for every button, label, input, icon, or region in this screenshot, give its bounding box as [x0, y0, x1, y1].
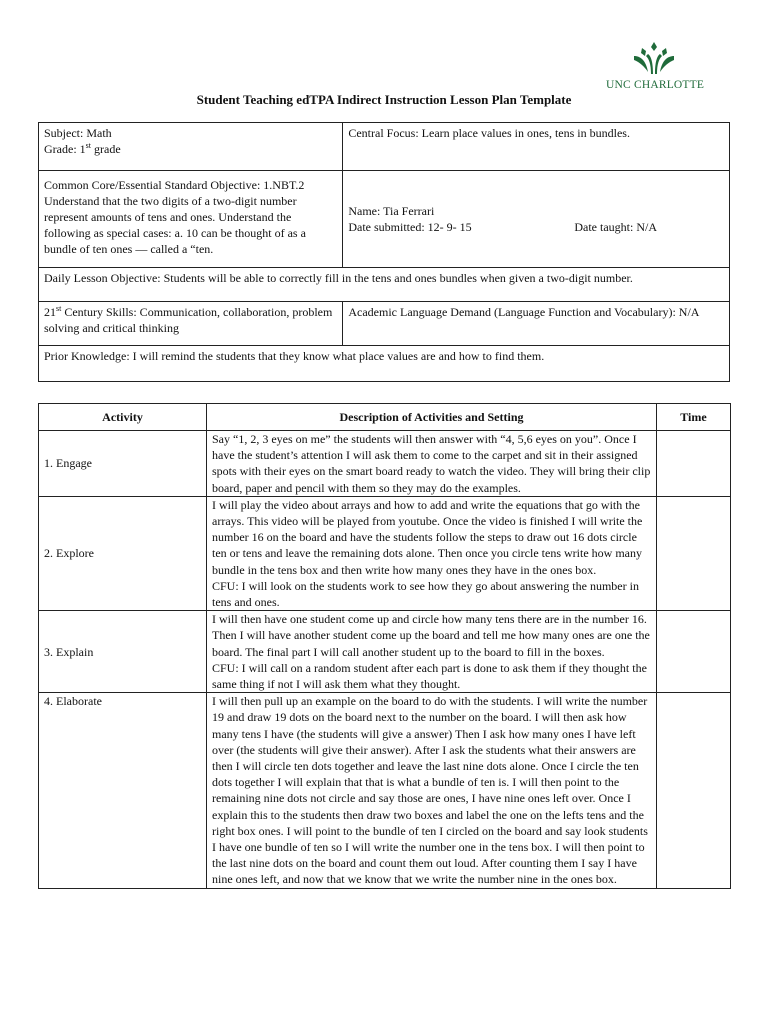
activity-cfu: CFU: I will look on the students work to see how they go about answering the number in tens and ones. [212, 578, 639, 610]
grade-prefix: Grade: 1 [44, 142, 86, 156]
skills-sup: st [56, 304, 62, 313]
central-focus-text: Central Focus: Learn place values in ones, tens in bundles. [348, 126, 630, 140]
skills-suffix: Century Skills: Communication, collaboration, problem solving and critical thinking [44, 305, 333, 335]
document-title: Student Teaching edTPA Indirect Instruction Lesson Plan Template [196, 92, 572, 107]
skills-prefix: 21 [44, 305, 56, 319]
subject-text: Subject: Math [44, 126, 112, 140]
prior-knowledge-text: Prior Knowledge: I will remind the students that they know what place values are and how to find them. [44, 349, 545, 363]
activity-name: 1. Engage [39, 431, 207, 497]
activity-description: I will then have one student come up and circle how many tens there are in the number 16. Then I will have another student come up the board and tell me how many ones are one the board. The final part I will call another student up to the board to fill in the boxes. [212, 612, 650, 659]
activity-time [657, 693, 731, 888]
lesson-info-table [38, 122, 730, 382]
activity-description: I will play the video about arrays and how to add and write the equations that go with the arrays. This video will be played from youtube. Once the video is finished I will write the number 16 on the board and have the students follow the steps to draw out 16 dots circle ten or tens and leave the remaining dots alone. Then once you circle tens write how many bundle in the tens box and then write how many ones they have in the ones box. [212, 497, 643, 577]
activity-name: 3. Explain [39, 611, 207, 693]
standard-objective-text: Common Core/Essential Standard Objective: 1.NBT.2 Understand that the two digits of a two-digit number represent amounts of tens and ones. Understand the following as special cases: a. 10 can be thought of as a bundle of ten ones — called a “ten. [44, 178, 306, 256]
daily-objective-text: Daily Lesson Objective: Students will be able to correctly fill in the tens and ones bundles when given a two-digit number. [44, 271, 633, 285]
table-row [39, 496, 731, 610]
activity-time [657, 611, 731, 693]
century-skills-cell [39, 302, 343, 346]
grade-text [44, 141, 337, 157]
date-submitted-text: Date submitted: 12- 9- 15 [348, 220, 472, 234]
table-row [39, 611, 731, 693]
subject-grade-cell [39, 123, 343, 171]
grade-suffix: grade [91, 142, 121, 156]
prior-knowledge-cell [39, 346, 730, 382]
century-skills-text [44, 305, 332, 335]
activity-name: 4. Elaborate [39, 693, 207, 888]
name-dates-cell [343, 171, 730, 268]
standard-objective-cell [39, 171, 343, 268]
activity-time [657, 431, 731, 497]
activity-cfu: CFU: I will call on a random student after each part is done to ask them if they thought the same thing if not I will ask them what they thought. [212, 660, 647, 692]
activity-description: Say “1, 2, 3 eyes on me” the students will then answer with “4, 5,6 eyes on you”. Once I have the student’s attention I will ask them to come to the carpet and sit in their assigned spots with their eyes on the smart board ready to watch the video. They will bring their clip board, paper and pencil with them so they may do the examples. [207, 431, 657, 497]
activity-name: 2. Explore [39, 496, 207, 610]
activities-table [38, 403, 731, 889]
activity-description: I will then pull up an example on the board to do with the students. I will write the number 19 and draw 19 dots on the board next to the number on the board. I will then ask how many tens I have (the students will give a answer) Then I ask how many ones I have left over (the students will give their answer). After I ask the students what their answers are then I will circle ten dots together and leave the last nine dots alone. Once I circle the ten dots together I will explain that that is what a bundle of ten is. I will then point to the remaining nine dots not circle and say those are ones, I have nine ones left over. Once I explain this to the students then draw two boxes and label the one on the lefts tens and the right box ones. I will point to the bundle of ten I circled on the board and say look students I have one bundle of ten so I will write the number one in the tens box. I will then point to the last nine dots on the board and count them out loud. After counting them I say I have nine ones left, and now that we know that we write the number nine in the ones box. [207, 693, 657, 888]
dates-line [348, 219, 724, 235]
crown-leaf-icon [632, 42, 676, 76]
central-focus-cell [343, 123, 730, 171]
date-taught-text: Date taught: N/A [574, 220, 657, 234]
table-row [39, 431, 731, 497]
logo-text: UNC CHARLOTTE [606, 79, 705, 91]
name-text: Name: Tia Ferrari [348, 204, 435, 218]
activity-time [657, 496, 731, 610]
activity-description-cell [207, 611, 657, 693]
academic-language-text: Academic Language Demand (Language Function and Vocabulary): N/A [348, 305, 700, 319]
grade-sup: st [85, 141, 91, 150]
description-header: Description of Activities and Setting [207, 404, 657, 431]
table-row [39, 693, 731, 888]
daily-objective-cell [39, 268, 730, 302]
activity-header: Activity [39, 404, 207, 431]
unc-charlotte-logo [604, 42, 714, 94]
academic-language-cell [343, 302, 730, 346]
activity-description-cell [207, 496, 657, 610]
time-header: Time [657, 404, 731, 431]
